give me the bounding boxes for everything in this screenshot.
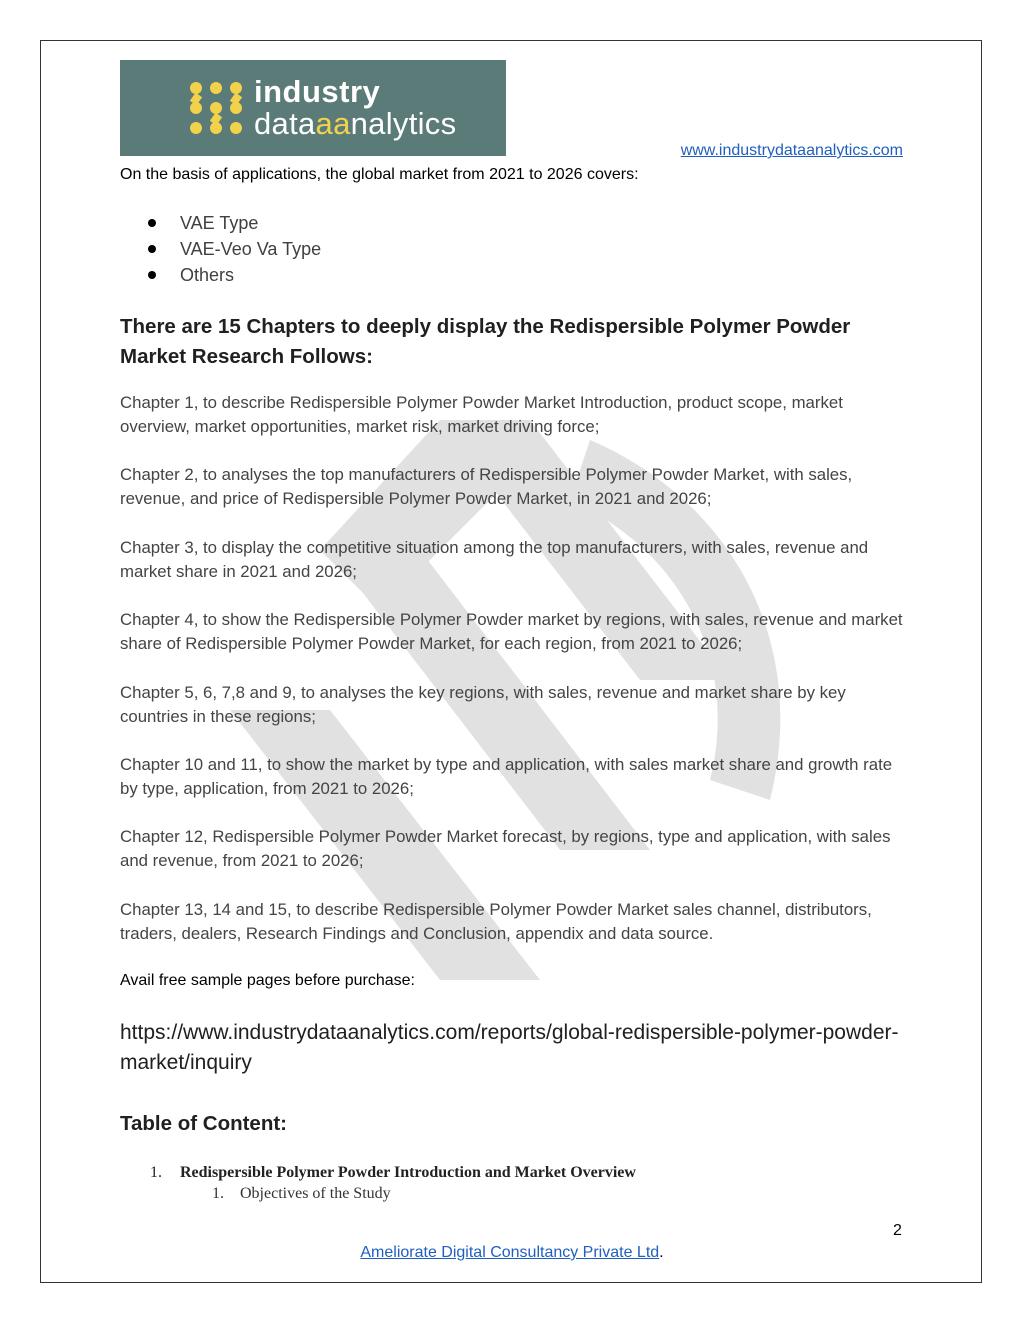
chapter-paragraph: Chapter 12, Redispersible Polymer Powder Market forecast, by regions, type and application, with sales and revenue, from 2021 to 2026; bbox=[120, 827, 891, 871]
chapter-paragraph: Chapter 3, to display the competitive situation among the top manufacturers, with sales, revenue and market share in 2021 and 2026; bbox=[120, 537, 869, 581]
chapter-paragraph: Chapter 13, 14 and 15, to describe Redispersible Polymer Powder Market sales channel, distributors, traders, dealers, Research Findings and Conclusion, appendix and data source. bbox=[120, 899, 872, 943]
footer bbox=[0, 1244, 1024, 1262]
list-item: Others bbox=[148, 264, 321, 290]
applications-intro: On the basis of applications, the global market from 2021 to 2026 covers: bbox=[120, 166, 639, 183]
chapter-paragraph: Chapter 4, to show the Redispersible Polymer Powder market by regions, with sales, revenue and market share of Redispersible Polymer Powder Market, for each region, from 2021 to 2026; bbox=[120, 610, 903, 654]
sample-label: Avail free sample pages before purchase: bbox=[120, 972, 415, 989]
applications-list bbox=[148, 212, 321, 290]
toc-subitem-text: Objectives of the Study bbox=[240, 1185, 391, 1202]
chapter-paragraph: Chapter 1, to describe Redispersible Polymer Powder Market Introduction, product scope, market overview, market opportunities, market risk, market driving force; bbox=[120, 393, 843, 436]
footer-company-link[interactable]: Ameliorate Digital Consultancy Private Ltd bbox=[360, 1244, 660, 1261]
list-item: VAE-Veo Va Type bbox=[148, 238, 321, 264]
logo-word-dataanalytics: dataaanalytics bbox=[254, 106, 457, 141]
chapter-paragraph: Chapter 2, to analyses the top manufacturers of Redispersible Polymer Powder Market, with sales, revenue, and price of Redispersible Polymer Powder Market, in 2021 and 2026; bbox=[120, 465, 853, 509]
footer-suffix: . bbox=[659, 1244, 664, 1261]
page-number: 2 bbox=[893, 1222, 902, 1239]
toc-item bbox=[150, 1164, 636, 1182]
toc-subitem bbox=[212, 1185, 391, 1203]
company-logo bbox=[120, 60, 506, 156]
toc-item-text: Redispersible Polymer Powder Introduction and Market Overview bbox=[180, 1164, 636, 1181]
sample-url-link[interactable]: https://www.industrydataanalytics.com/reports/global-redispersible-polymer-powder-market/inquiry bbox=[120, 1021, 899, 1074]
chapters-list bbox=[120, 391, 910, 970]
list-item: VAE Type bbox=[148, 212, 321, 238]
toc-item-number: 1. bbox=[150, 1164, 162, 1181]
website-link[interactable]: www.industrydataanalytics.com bbox=[680, 142, 903, 159]
toc-subitem-number: 1. bbox=[212, 1185, 224, 1202]
chapter-paragraph: Chapter 5, 6, 7,8 and 9, to analyses the key regions, with sales, revenue and market share by key countries in these regions; bbox=[120, 682, 846, 726]
logo-dots-icon bbox=[188, 80, 244, 136]
chapter-paragraph: Chapter 10 and 11, to show the market by type and application, with sales market share and growth rate by type, application, from 2021 to 2026; bbox=[120, 754, 893, 798]
chapters-heading: There are 15 Chapters to deeply display the Redispersible Polymer Powder Market Research Follows: bbox=[120, 315, 851, 368]
toc-title: Table of Content: bbox=[120, 1112, 288, 1135]
logo-word-industry: industry bbox=[254, 74, 381, 109]
